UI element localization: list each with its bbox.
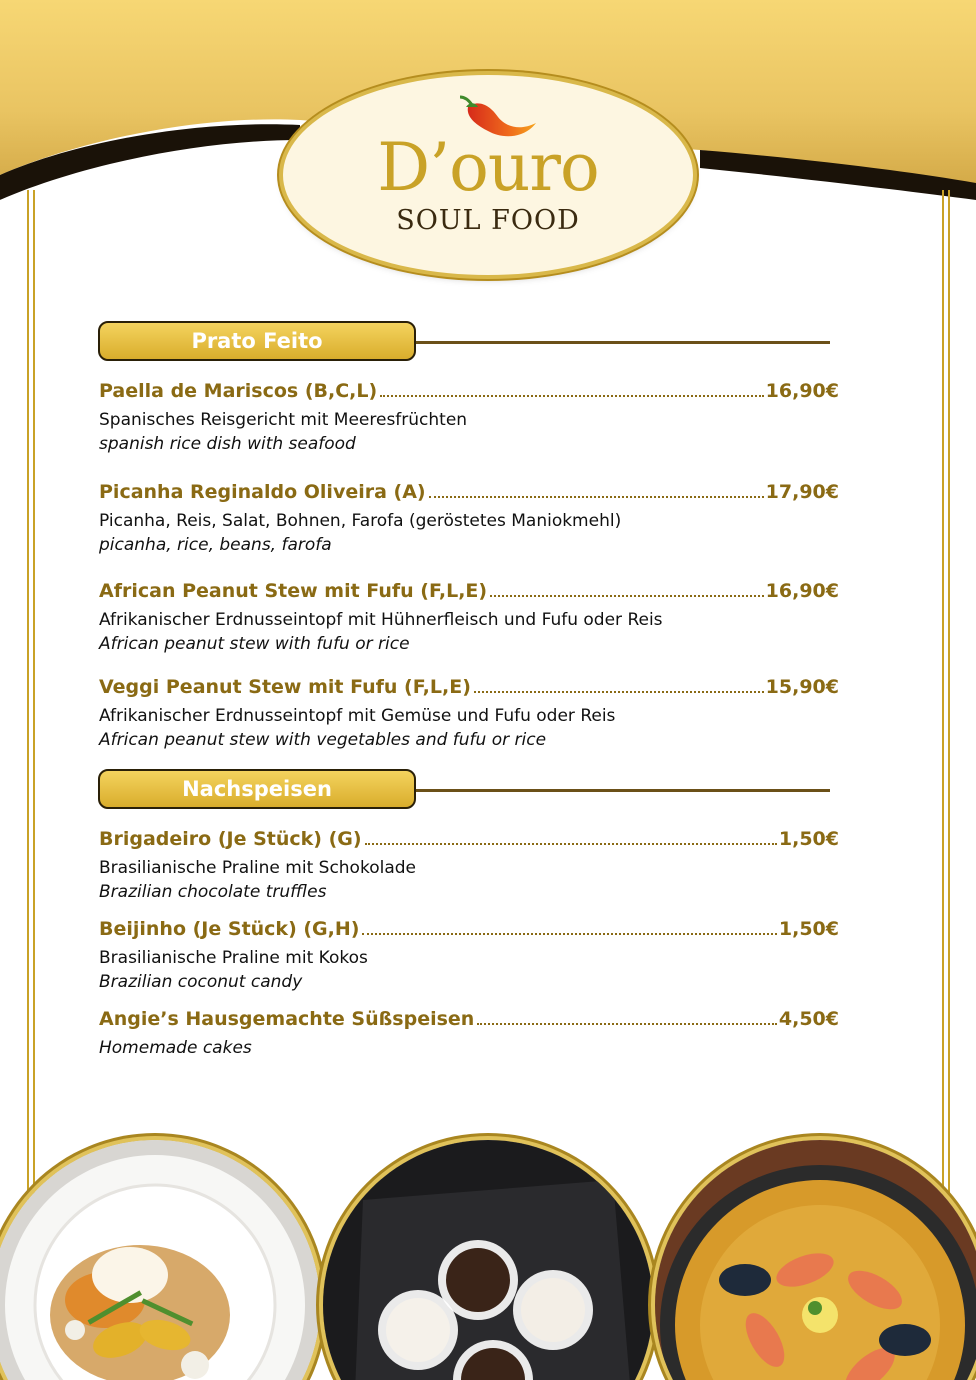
logo (283, 75, 693, 275)
menu-item (99, 1008, 839, 1060)
menu-item-head (99, 380, 839, 408)
menu-item-name: Paella de Mariscos (B,C,L) (99, 380, 378, 402)
menu-item-price: 15,90€ (765, 676, 839, 698)
menu-item-description-en: Homemade cakes (99, 1038, 252, 1058)
menu-item-head (99, 676, 839, 704)
section-title: Prato Feito (191, 329, 323, 353)
menu-item-name: Veggi Peanut Stew mit Fufu (F,L,E) (99, 676, 471, 698)
frame-line-left-outer (27, 190, 29, 1200)
truffles-photo (323, 1140, 653, 1380)
menu-item-name: Brigadeiro (Je Stück) (G) (99, 828, 362, 850)
section-header-prato-feito (98, 321, 830, 365)
dotted-leader (490, 595, 764, 597)
menu-item-head (99, 1008, 839, 1036)
menu-item-description-en: African peanut stew with vegetables and fufu or rice (99, 730, 547, 750)
frame-line-right-outer (948, 190, 950, 1200)
section-title: Nachspeisen (182, 777, 332, 801)
stew-plate-photo (0, 1140, 320, 1380)
dotted-leader (380, 395, 763, 397)
menu-item (99, 580, 839, 656)
menu-item-description-en: Brazilian coconut candy (99, 972, 303, 992)
menu-item-price: 16,90€ (765, 380, 839, 402)
menu-item-name: Beijinho (Je Stück) (G,H) (99, 918, 360, 940)
menu-item-description-en: African peanut stew with fufu or rice (99, 634, 410, 654)
menu-item-description-en: spanish rice dish with seafood (99, 434, 356, 454)
menu-item-description-de: Brasilianische Praline mit Schokolade (99, 858, 416, 878)
menu-item-head (99, 918, 839, 946)
menu-item-description-en: Brazilian chocolate truffles (99, 882, 327, 902)
menu-item-name: Angie’s Hausgemachte Süßspeisen (99, 1008, 475, 1030)
paella-photo (655, 1140, 976, 1380)
brand-name: D’ouro (377, 129, 599, 206)
brand-tagline: SOUL FOOD (396, 205, 580, 236)
section-rule (416, 789, 830, 792)
menu-item-head (99, 580, 839, 608)
dotted-leader (429, 496, 764, 498)
menu-item-price: 17,90€ (765, 481, 839, 503)
frame-line-right-inner (942, 190, 944, 1200)
menu-item-description-de: Picanha, Reis, Salat, Bohnen, Farofa (geröstetes Maniokmehl) (99, 511, 622, 531)
menu-item-head (99, 481, 839, 509)
menu-item-description-de: Spanisches Reisgericht mit Meeresfrüchten (99, 410, 468, 430)
menu-item (99, 828, 839, 904)
menu-item-price: 4,50€ (778, 1008, 839, 1030)
dotted-leader (477, 1023, 777, 1025)
menu-item-description-de: Afrikanischer Erdnusseintopf mit Gemüse und Fufu oder Reis (99, 706, 616, 726)
menu-item-name: Picanha Reginaldo Oliveira (A) (99, 481, 426, 503)
menu-item-head (99, 828, 839, 856)
menu-item-price: 1,50€ (778, 828, 839, 850)
menu-item-price: 1,50€ (778, 918, 839, 940)
frame-line-left-inner (33, 190, 35, 1200)
section-header-nachspeisen (98, 769, 830, 813)
menu-item (99, 380, 839, 456)
menu-item-description-de: Brasilianische Praline mit Kokos (99, 948, 368, 968)
dotted-leader (474, 691, 764, 693)
menu-item-description-de: Afrikanischer Erdnusseintopf mit Hühnerfleisch und Fufu oder Reis (99, 610, 663, 630)
menu-item-description-en: picanha, rice, beans, farofa (99, 535, 332, 555)
menu-item (99, 481, 839, 557)
section-rule (416, 341, 830, 344)
dotted-leader (365, 843, 777, 845)
menu-item (99, 918, 839, 994)
menu-item-price: 16,90€ (765, 580, 839, 602)
menu-item (99, 676, 839, 752)
menu-item-name: African Peanut Stew mit Fufu (F,L,E) (99, 580, 488, 602)
dotted-leader (362, 933, 776, 935)
